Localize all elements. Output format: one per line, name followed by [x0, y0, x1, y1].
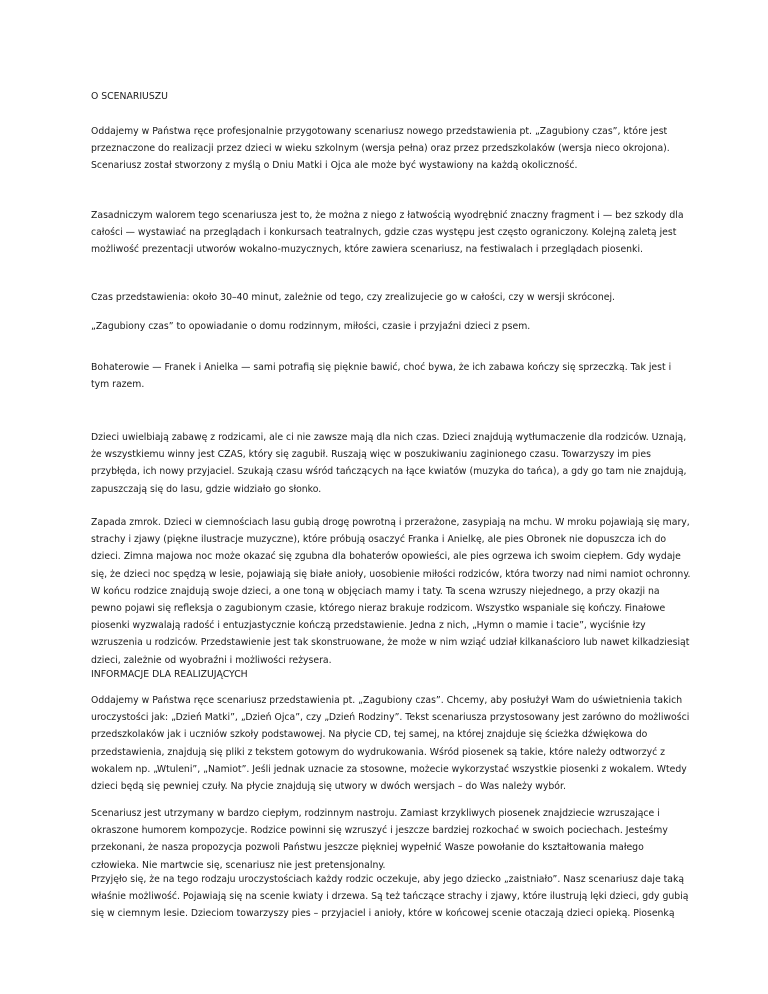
paragraph-summary: „Zagubiony czas” to opowiadanie o domu rodzinnym, miłości, czasie i przyjaźni dzieci z psem. — [91, 321, 531, 332]
paragraph-roles: Przyjęło się, że na tego rodzaju uroczystościach każdy rodzic oczekuje, aby jego dziecko „zaistniało”. Nasz scenariusz daje taką właśnie możliwość. Pojawiają się na scenie kwiaty i drzewa. Są też tańczące strachy i zjawy, które ilustrują lęki dzieci, gdy gubią się w ciemnym lesie. Dzieciom towarzyszy pies – przyjaciel i anioły, które w końcowej scenie otaczają dzieci opieką. Piosenką — [91, 874, 689, 920]
paragraph-intro: Oddajemy w Państwa ręce profesjonalnie przygotowany scenariusz nowego przedstawienia pt. „Zagubiony czas”, które jest przeznaczone do realizacji przez dzieci w wieku szkolnym (wersja pełna) oraz przez przedszkolaków (wersja nieco okrojona). Scenariusz został stworzony z myślą o Dniu Matki i Ojca ale może być wystawiony na każdą okoliczność. — [91, 126, 670, 172]
paragraph-plot-start: Dzieci uwielbiają zabawę z rodzicami, ale ci nie zawsze mają dla nich czas. Dzieci znajdują wytłumaczenie dla rodziców. Uznają, że wszystkiemu winny jest CZAS, który się zagubił. Ruszają więc w poszukiwaniu zaginionego czasu. Towarzyszy im pies przybłęda, ich nowy przyjaciel. Szukają czasu wśród tańczących na łące kwiatów (muzyka do tańca), a gdy go tam nie znajdują, zapuszczają się do lasu, gdzie widziało go słonko. — [91, 432, 687, 495]
paragraph-duration: Czas przedstawienia: około 30–40 minut, zależnie od tego, czy zrealizujecie go w całości, czy w wersji skróconej. — [91, 292, 615, 303]
paragraph-mood: Scenariusz jest utrzymany w bardzo ciepłym, rodzinnym nastroju. Zamiast krzykliwych piosenek znajdziecie wzruszające i okraszone humorem kompozycje. Rodzice powinni się wzruszyć i jeszcze bardziej rozkochać w swoich pociechach. Jesteśmy przekonani, że nasza propozycja pozwoli Państwu jeszcze piękniej wypełnić Wasze powołanie do kształtowania małego człowieka. Nie martwcie się, scenariusz nie jest pretensjonalny. — [91, 808, 668, 871]
paragraph-heroes: Bohaterowie — Franek i Anielka — sami potrafią się pięknie bawić, choć bywa, że ich zabawa kończy się sprzeczką. Tak jest i tym razem. — [91, 362, 672, 391]
paragraph-info-intro: Oddajemy w Państwa ręce scenariusz przedstawienia pt. „Zagubiony czas”. Chcemy, aby posłużył Wam do uświetnienia takich uroczystości jak: „Dzień Matki”, „Dzień Ojca”, czy „Dzień Rodziny”. Tekst scenariusza przystosowany jest zarówno do możliwości przedszkolaków jak i uczniów szkoły podstawowej. Na płycie CD, tej samej, na której znajduje się ścieżka dźwiękowa do przedstawienia, znajdują się pliki z tekstem gotowym do wydrukowania. Wśród piosenek są takie, które należy odtworzyć z wokalem np. „Wtuleni”, „Namiot”. Jeśli jednak uznacie za stosowne, możecie wykorzystać wszystkie piosenki z wokalem. Wtedy dzieci będą się pewniej czuły. Na płycie znajdują się utwory w dwóch wersjach – do Was należy wybór. — [91, 695, 690, 793]
section-heading-about: O SCENARIUSZU — [91, 91, 168, 102]
paragraph-plot-night: Zapada zmrok. Dzieci w ciemnościach lasu gubią drogę powrotną i przerażone, zasypiają na mchu. W mroku pojawiają się mary, strachy i zjawy (piękne ilustracje muzyczne), które próbują osaczyć Franka i Anielkę, ale pies Obronek nie dopuszcza ich do dzieci. Zimna majowa noc może okazać się zgubna dla bohaterów opowieści, ale pies ogrzewa ich swoim ciepłem. Gdy wydaje się, że dzieci noc spędzą w lesie, pojawiają się białe anioły, uosobienie miłości rodziców, która tworzy nad nimi namiot ochronny. W końcu rodzice znajdują swoje dzieci, a one toną w objęciach mamy i taty. Ta scena wzruszy niejednego, a przy okazji na pewno pojawi się refleksja o zagubionym czasie, którego nieraz brakuje rodzicom. Wszystko wspaniale się kończy. Finałowe piosenki wyzwalają radość i entuzjastycznie kończą przedstawienie. Jedna z nich, „Hymn o mamie i tacie”, wyciśnie łzy wzruszenia u rodziców. Przedstawienie jest tak skonstruowane, że może w nim wziąć udział kilkanaścioro lub nawet kilkadziesiąt dzieci, zależnie od wyobraźni i możliwości reżysera. — [91, 517, 691, 666]
paragraph-advantages: Zasadniczym walorem tego scenariusza jest to, że można z niego z łatwością wyodrębnić znaczny fragment i — bez szkody dla całości — wystawiać na przeglądach i konkursach teatralnych, gdzie czas występu jest często ograniczony. Kolejną zaletą jest możliwość prezentacji utworów wokalno-muzycznych, które zawiera scenariusz, na festiwalach i przeglądach piosenki. — [91, 210, 684, 256]
section-heading-info: INFORMACJE DLA REALIZUJĄCYCH — [91, 669, 248, 680]
